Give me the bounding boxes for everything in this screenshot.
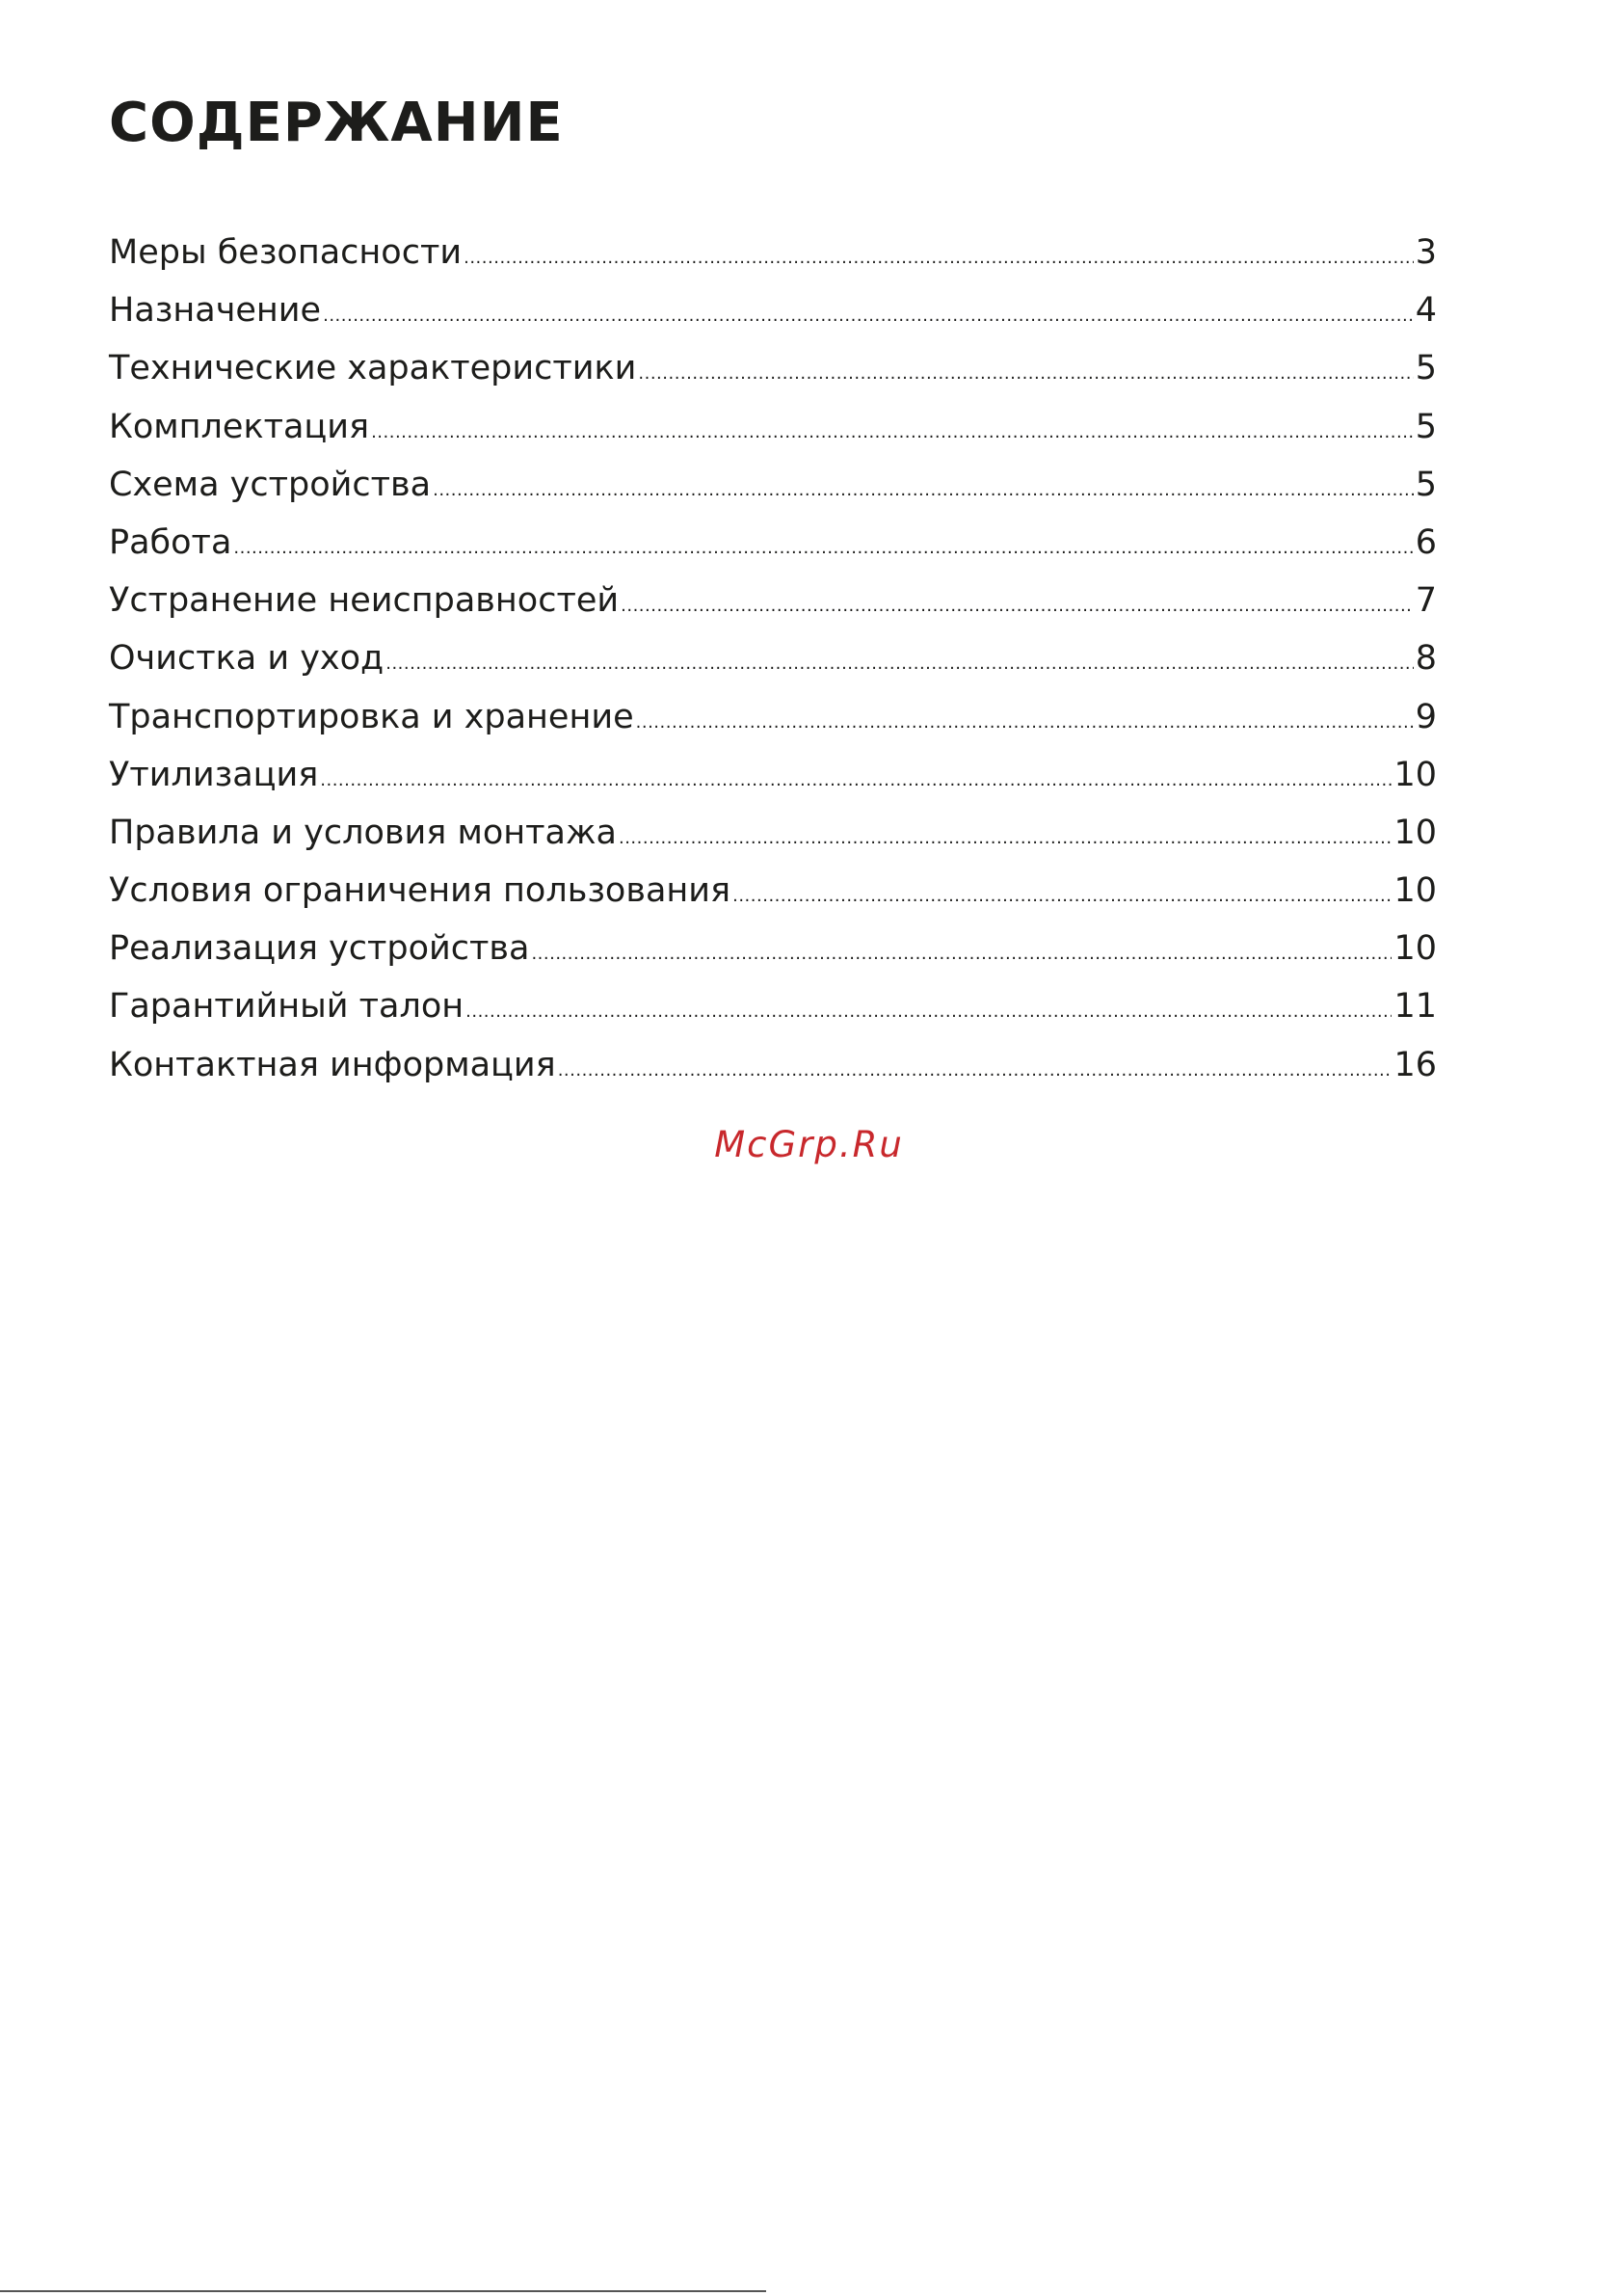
toc-entry-label: Устранение неисправностей xyxy=(109,581,620,621)
toc-dot-leader xyxy=(323,306,1414,326)
toc-entry-page: 7 xyxy=(1415,581,1437,621)
toc-entry-disposal[interactable] xyxy=(109,756,1437,814)
toc-entry-page: 9 xyxy=(1415,697,1437,736)
toc-entry-page: 3 xyxy=(1415,233,1437,272)
toc-dot-leader xyxy=(558,1060,1393,1081)
toc-entry-installation-rules[interactable] xyxy=(109,814,1437,871)
toc-entry-usage-restrictions[interactable] xyxy=(109,871,1437,929)
toc-entry-page: 5 xyxy=(1415,407,1437,446)
toc-entry-warranty-card[interactable] xyxy=(109,987,1437,1045)
toc-entry-label: Технические характеристики xyxy=(109,349,637,388)
toc-entry-cleaning[interactable] xyxy=(109,639,1437,697)
toc-entry-label: Контактная информация xyxy=(109,1045,556,1084)
toc-entry-label: Очистка и уход xyxy=(109,639,385,679)
toc-dot-leader xyxy=(638,363,1413,384)
toc-dot-leader xyxy=(619,828,1392,848)
table-of-contents xyxy=(109,233,1437,1104)
toc-entry-page: 8 xyxy=(1415,639,1437,679)
toc-entry-page: 6 xyxy=(1415,522,1437,562)
toc-entry-page: 16 xyxy=(1393,1045,1437,1084)
toc-dot-leader xyxy=(465,1001,1392,1022)
toc-entry-page: 4 xyxy=(1415,291,1437,331)
toc-dot-leader xyxy=(433,480,1414,500)
toc-dot-leader xyxy=(621,596,1414,616)
toc-entry-package-contents[interactable] xyxy=(109,408,1437,466)
toc-entry-label: Условия ограничения пользования xyxy=(109,871,731,911)
toc-entry-label: Назначение xyxy=(109,291,322,331)
toc-entry-transport-storage[interactable] xyxy=(109,698,1437,756)
bottom-divider xyxy=(0,2290,766,2292)
toc-entry-page: 10 xyxy=(1393,813,1437,852)
toc-entry-contact-info[interactable] xyxy=(109,1046,1437,1104)
toc-entry-page: 10 xyxy=(1393,929,1437,969)
toc-entry-page: 5 xyxy=(1415,465,1437,504)
toc-dot-leader xyxy=(233,538,1413,558)
toc-entry-label: Меры безопасности xyxy=(109,233,463,272)
toc-entry-label: Утилизация xyxy=(109,755,319,794)
toc-entry-page: 10 xyxy=(1393,871,1437,911)
toc-dot-leader xyxy=(732,886,1392,906)
toc-entry-page: 5 xyxy=(1415,349,1437,388)
toc-entry-page: 10 xyxy=(1393,755,1437,794)
toc-dot-leader xyxy=(385,654,1413,674)
toc-entry-specifications[interactable] xyxy=(109,349,1437,407)
toc-dot-leader xyxy=(320,770,1392,790)
toc-dot-leader xyxy=(464,248,1414,268)
watermark-text: McGrp.Ru xyxy=(714,1124,904,1165)
toc-entry-label: Реализация устройства xyxy=(109,929,530,969)
toc-dot-leader xyxy=(531,944,1392,964)
toc-entry-label: Комплектация xyxy=(109,407,370,446)
toc-dot-leader xyxy=(371,422,1414,442)
toc-entry-device-diagram[interactable] xyxy=(109,466,1437,523)
toc-entry-label: Правила и условия монтажа xyxy=(109,813,617,852)
toc-entry-purpose[interactable] xyxy=(109,291,1437,349)
page-title: СОДЕРЖАНИЕ xyxy=(109,92,564,154)
toc-entry-label: Гарантийный талон xyxy=(109,987,464,1027)
toc-entry-label: Транспортировка и хранение xyxy=(109,697,634,736)
toc-entry-label: Работа xyxy=(109,522,232,562)
toc-dot-leader xyxy=(636,712,1414,733)
toc-entry-page: 11 xyxy=(1393,987,1437,1027)
toc-entry-device-sale[interactable] xyxy=(109,929,1437,987)
toc-entry-label: Схема устройства xyxy=(109,465,432,504)
toc-entry-safety[interactable] xyxy=(109,233,1437,291)
toc-entry-operation[interactable] xyxy=(109,523,1437,581)
toc-entry-troubleshooting[interactable] xyxy=(109,581,1437,639)
